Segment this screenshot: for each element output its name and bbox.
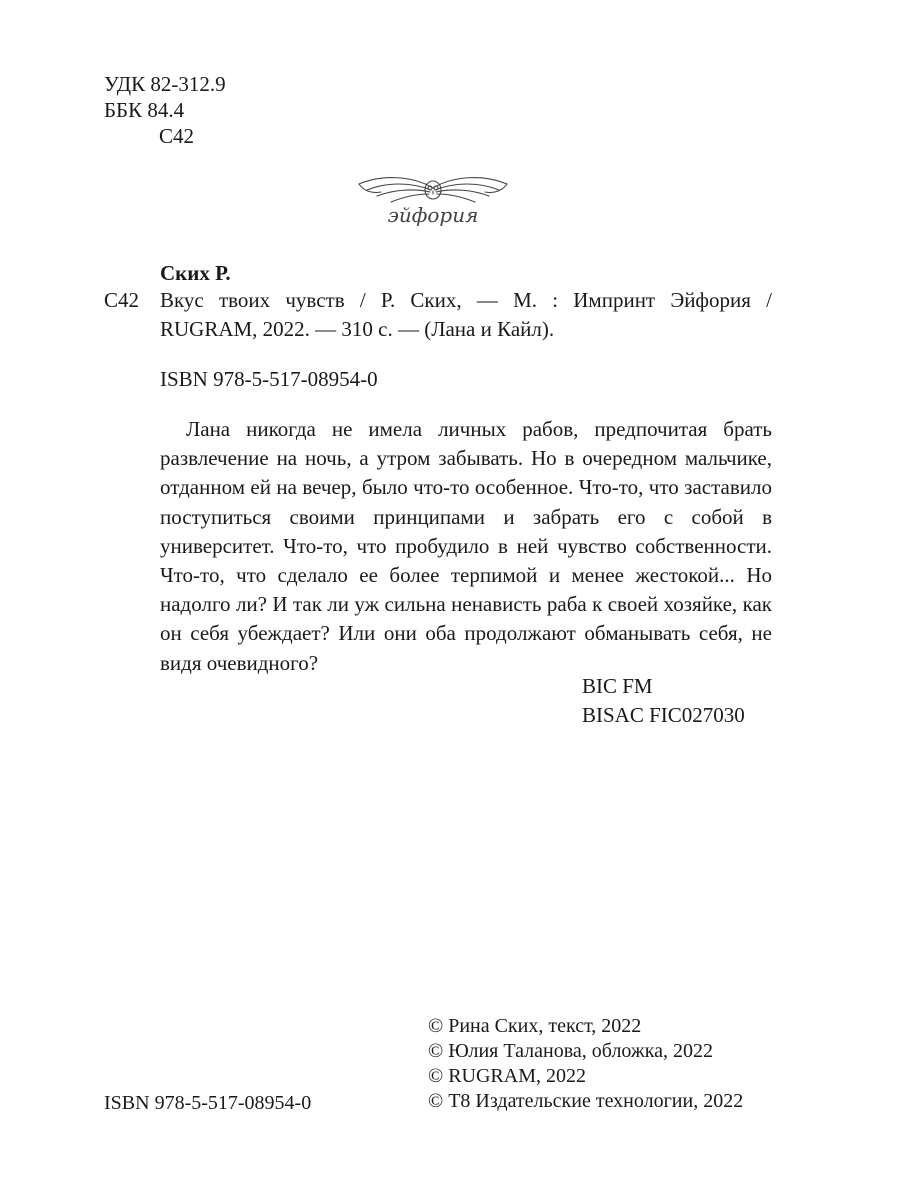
- logo-text: эйфория: [387, 203, 479, 227]
- classification-block: [104, 71, 226, 149]
- bbk-code: ББК 84.4: [104, 98, 185, 122]
- publisher-logo: [353, 168, 513, 232]
- owl-wings-icon: [353, 168, 513, 232]
- annotation-text: Лана никогда не имела личных рабов, предпочитая брать развлечение на ночь, а утром забывать. Но в очередном мальчике, отданном ей на вечер, было что-то особенное. Что-то, что заставило поступиться своими принципами и забрать его с собой в университет. Что-то, что пробудило в ней чувство собственности. Что-то, что сделало ее более терпимой и менее жестокой... Но надолго ли? И так ли уж сильна ненависть раба к своей хозяйке, как он себя убеждает? Или они оба продолжают обманывать себя, не видя очевидного?: [160, 417, 772, 675]
- bic-code: BIC FM: [582, 674, 653, 698]
- author-sign: С42: [159, 124, 195, 148]
- bib-line-1: Вкус твоих чувств / Р. Ских, — М. : Импринт Эйфория /: [160, 288, 772, 312]
- udk-code: УДК 82-312.9: [104, 72, 226, 96]
- bib-line-2: RUGRAM, 2022. — 310 с. — (Лана и Кайл).: [160, 317, 555, 341]
- copyright-block: [428, 1014, 743, 1114]
- copyright-line: © RUGRAM, 2022: [428, 1065, 586, 1087]
- bisac-code: BISAC FIC027030: [582, 703, 745, 727]
- catalog-code: С42: [104, 288, 140, 312]
- isbn-top: ISBN 978-5-517-08954-0: [160, 367, 378, 391]
- copyright-line: © Юлия Таланова, обложка, 2022: [428, 1040, 714, 1062]
- author-name: Ских Р.: [160, 261, 231, 285]
- isbn-bottom: ISBN 978-5-517-08954-0: [104, 1092, 312, 1114]
- copyright-line: © Т8 Издательские технологии, 2022: [428, 1090, 744, 1112]
- copyright-line: © Рина Ских, текст, 2022: [428, 1015, 642, 1037]
- bibliographic-description: [160, 286, 772, 344]
- subject-codes: [582, 672, 745, 730]
